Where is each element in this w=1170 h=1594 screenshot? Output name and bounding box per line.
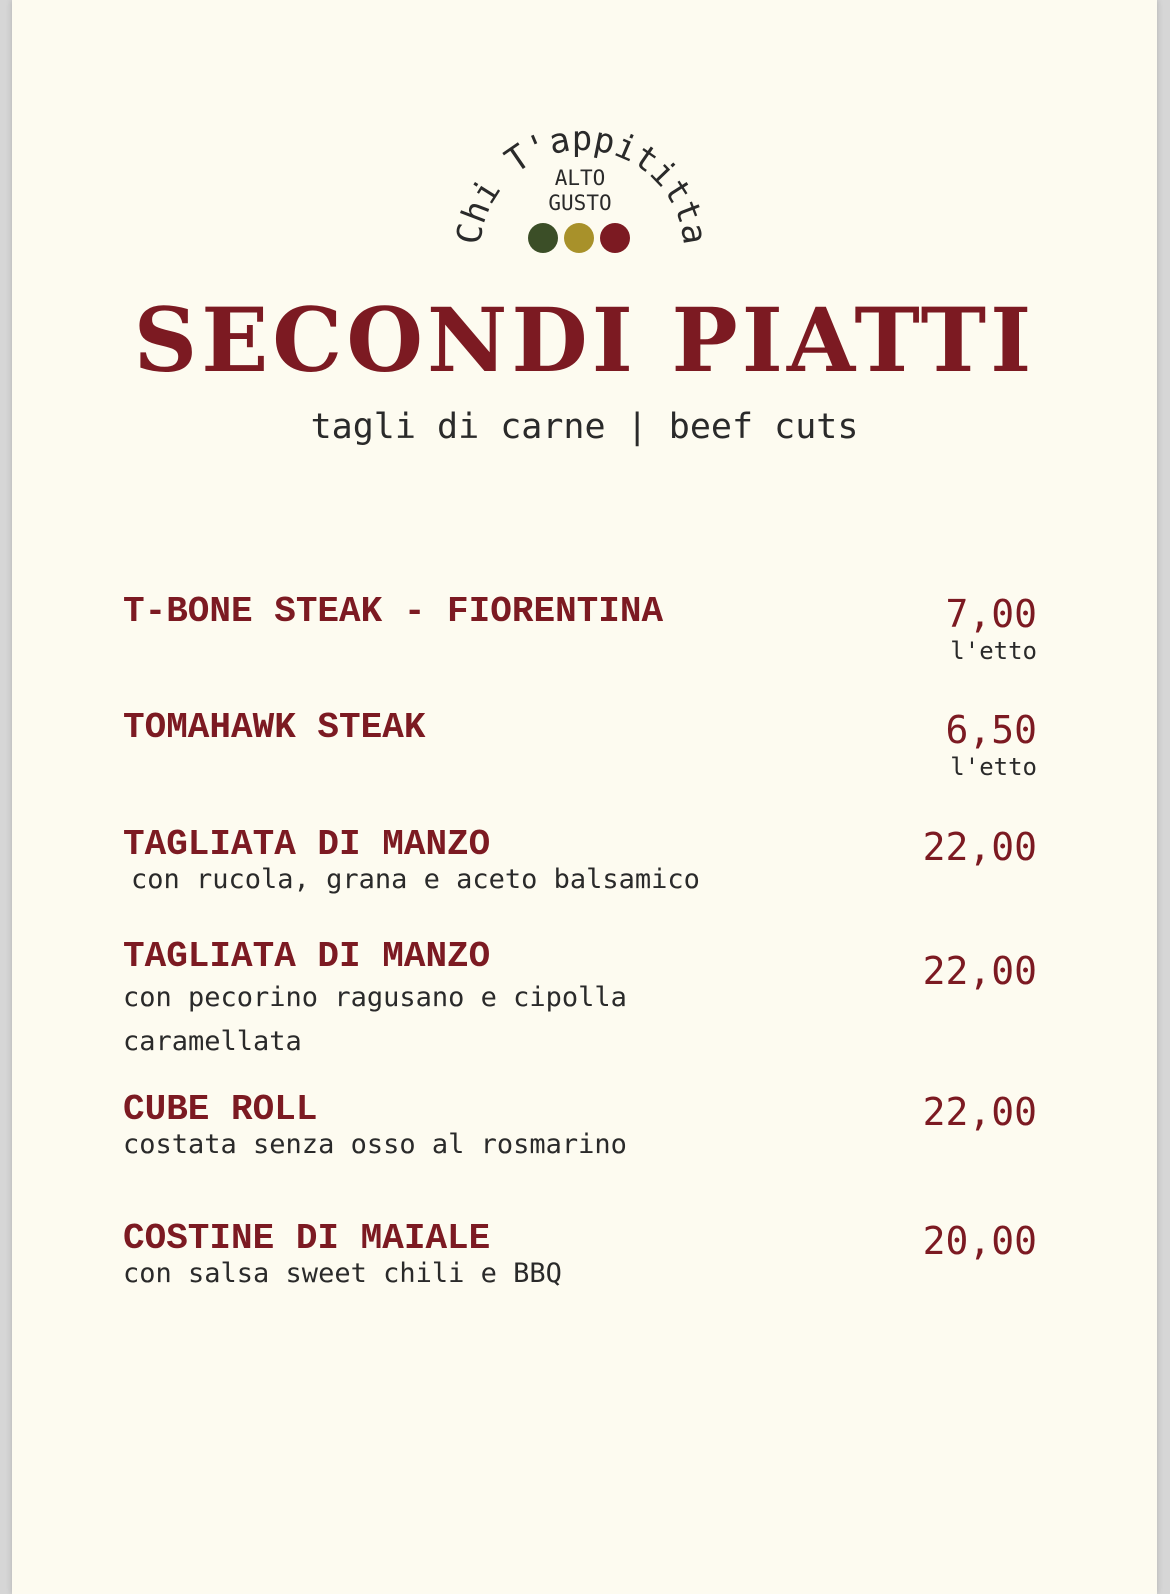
- menu-item-description: con rucola, grana e aceto balsamico: [131, 864, 700, 895]
- menu-item-price-block: [945, 708, 1037, 782]
- menu-item-description-cont: caramellata: [123, 1026, 302, 1057]
- menu-item: [123, 937, 1037, 1065]
- menu-item-unit: l'etto: [950, 753, 1037, 781]
- menu-item-name: T-BONE STEAK - FIORENTINA: [123, 591, 664, 632]
- menu-item-price-block: [923, 1219, 1037, 1263]
- menu-item: [123, 825, 1037, 897]
- menu-item-price-block: [923, 1090, 1037, 1134]
- menu-item-price: 6,50: [945, 708, 1037, 752]
- menu-item-price-block: [923, 825, 1037, 869]
- logo-line-gusto: GUSTO: [548, 191, 612, 215]
- menu-page: [12, 0, 1157, 1594]
- menu-item: [123, 1090, 1037, 1162]
- menu-item-price: 22,00: [922, 949, 1037, 993]
- menu-item-name: CUBE ROLL: [123, 1089, 318, 1130]
- menu-item-price: 22,00: [922, 825, 1037, 869]
- page-title: SECONDI PIATTI: [133, 288, 1036, 392]
- menu-item-price-block: [945, 592, 1037, 666]
- menu-item-description: costata senza osso al rosmarino: [123, 1129, 627, 1160]
- menu-item-price: 22,00: [922, 1090, 1037, 1134]
- page-subtitle: tagli di carne | beef cuts: [310, 407, 859, 447]
- menu-item-description: con pecorino ragusano e cipolla: [123, 982, 627, 1013]
- menu-item-price: 20,00: [922, 1219, 1037, 1263]
- menu-item: [123, 591, 1037, 665]
- logo-dot-olive: [564, 223, 594, 253]
- logo-line-alto: ALTO: [554, 166, 606, 190]
- menu-item-price: 7,00: [945, 592, 1037, 636]
- menu-item: [123, 1219, 1037, 1291]
- menu-item-name: TOMAHAWK STEAK: [123, 707, 426, 748]
- menu-item-price-block: [923, 949, 1037, 993]
- logo-graphic: [442, 90, 722, 270]
- logo-dot-red: [600, 223, 630, 253]
- menu-item-name: TAGLIATA DI MANZO: [123, 936, 491, 977]
- menu-item-name: COSTINE DI MAIALE: [123, 1218, 491, 1259]
- menu-item-unit: l'etto: [950, 637, 1037, 665]
- menu-item: [123, 707, 1037, 781]
- restaurant-logo: [442, 90, 722, 270]
- logo-arc-text: Chi T'appititta: [449, 119, 715, 248]
- logo-dot-green: [528, 223, 558, 253]
- menu-item-name: TAGLIATA DI MANZO: [123, 824, 491, 865]
- menu-item-description: con salsa sweet chili e BBQ: [123, 1258, 562, 1289]
